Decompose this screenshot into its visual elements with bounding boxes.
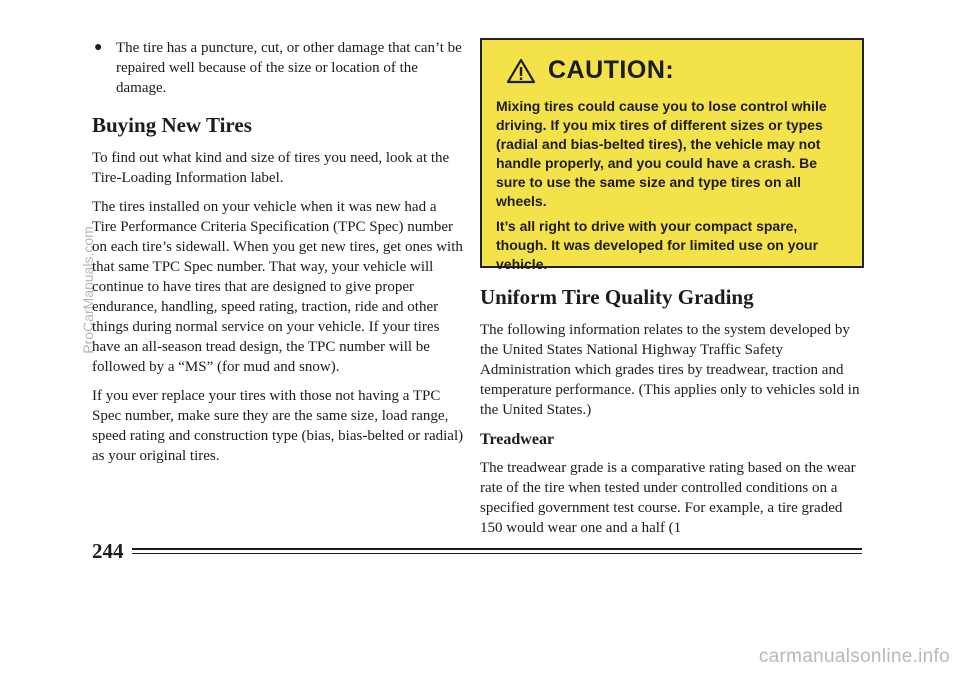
bullet-item [92,38,464,98]
caution-paragraph: It’s all right to drive with your compact spare, though. It was developed for limited use on your vehicle. [496,218,819,272]
caution-box [480,38,864,272]
bullet-icon: ● [94,40,103,55]
paragraph: If you ever replace your tires with those not having a TPC Spec number, make sure they are the same size, load range, speed rating and construction type (bias, bias-belted or radial) as your original tires. [92,388,464,464]
caution-header [506,56,848,85]
subheading-treadwear: Treadwear [480,431,555,448]
side-watermark-text: ProCarManuals.com [80,226,96,354]
side-watermark [79,195,97,385]
bottom-watermark: carmanualsonline.info [758,646,950,667]
paragraph: The treadwear grade is a comparative rating based on the wear rate of the tire when tested under controlled conditions on a specified government test course. For example, a tire graded 150 would wear one and a half (1 [480,460,856,536]
page-number: 244 [92,539,124,563]
bullet-text: The tire has a puncture, cut, or other damage that can’t be repaired well because of the size or location of the damage. [116,40,462,96]
caution-title: CAUTION: [548,56,675,84]
right-column [480,38,864,547]
caution-paragraph: Mixing tires could cause you to lose control while driving. If you mix tires of different sizes or types (radial and bias-belted tires), the vehicle may not handle properly, and you could have a crash. Be sure to use the same size and type tires on all wheels. [496,98,827,209]
paragraph: The following information relates to the system developed by the United States National Highway Traffic Safety Administration which grades tires by treadwear, traction and temperature performance. (This applies only to vehicles sold in the United States.) [480,322,860,418]
page-footer [92,539,862,563]
paragraph: The tires installed on your vehicle when it was new had a Tire Performance Criteria Specification (TPC Spec) number on each tire’s sidewall. When you get new tires, get ones with that same TPC Spec number. That way, your vehicle will continue to have tires that are designed to give proper endurance, handling, speed rating, traction, ride and other things during normal service on your vehicle. If your tires have an all-season tread design, the TPC number will be followed by a “MS” (for mud and snow). [92,199,463,375]
footer-rule [132,553,862,554]
section-heading-buying-new-tires: Buying New Tires [92,113,252,137]
section-heading-uniform-tire-quality-grading: Uniform Tire Quality Grading [480,285,754,309]
paragraph: To find out what kind and size of tires you need, look at the Tire-Loading Information label. [92,150,450,186]
footer-rule [132,548,862,550]
warning-triangle-icon [506,58,536,84]
left-column [92,38,464,475]
